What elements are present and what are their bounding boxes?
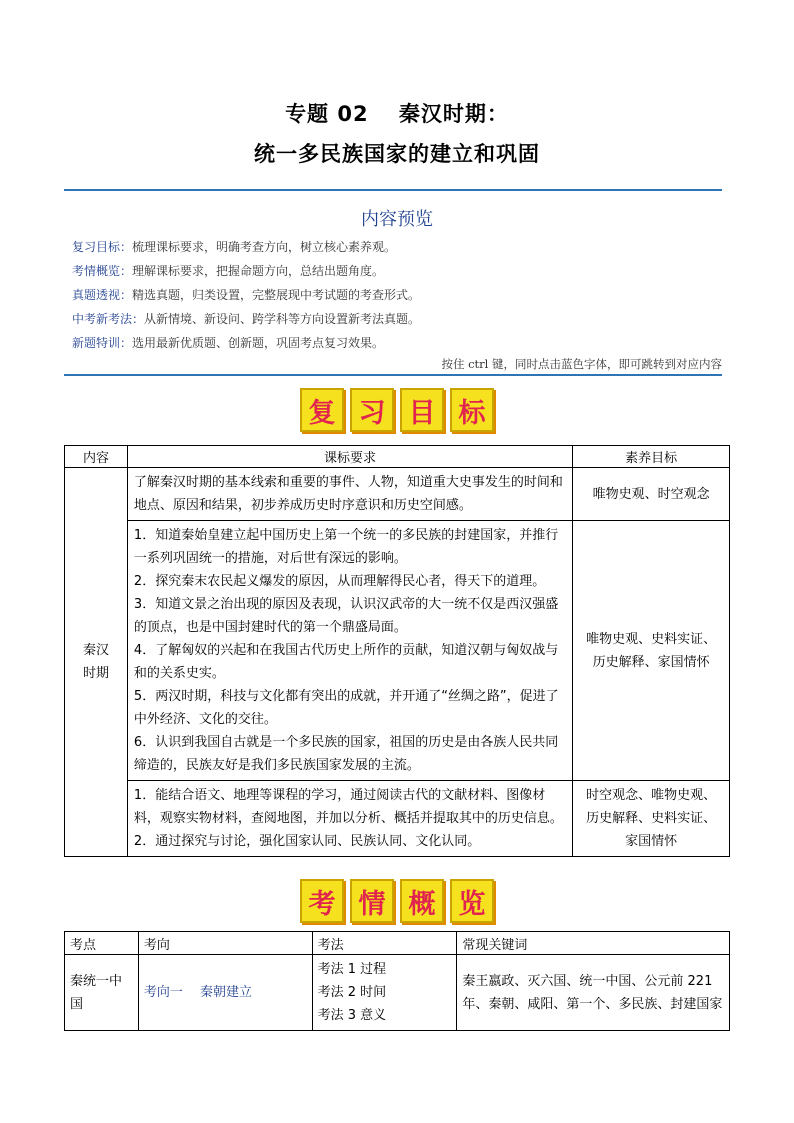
banner-tile: 复 [300,388,344,432]
exam-overview-banner [0,879,794,923]
banner-tile: 览 [450,879,494,923]
preview-item-exam-overview [72,262,384,279]
table-row [65,955,730,1031]
preview-text: 理解课标要求，把握命题方向，总结出题角度。 [132,264,385,278]
preview-item-review-goals [72,238,396,255]
preview-link-exam-overview[interactable]: 考情概览： [72,264,133,278]
preview-text: 选用最新优质题、创新题，巩固考点复习效果。 [132,336,385,350]
preview-bottom-divider [64,374,722,376]
table-header-row [65,446,730,468]
literacy-text: 唯物史观、时空观念 [592,486,710,502]
method-cell [312,955,457,1031]
literacy-text: 时空观念、唯物史观、 [586,788,717,803]
literacy-cell [573,781,730,857]
requirements-cell [127,521,572,781]
table-header-row [65,932,730,955]
requirement-text: 1．知道秦始皇建立起中国历史上第一个统一的多民族的封建国家，并推行一系列巩固统一的措施，对后世有深远的影响。 [133,528,559,566]
content-cell-line: 秦汉 [82,643,109,658]
literacy-text: 历史解释、家国情怀 [592,654,710,670]
review-goals-table [64,445,730,857]
keywords-cell: 秦王嬴政、灭六国、统一中国、公元前 221 年、秦朝、咸阳、第一个、多民族、封建国家 [457,955,730,1031]
method-text: 考法 3 意义 [317,1008,387,1023]
preview-item-real-questions [72,286,420,303]
requirement-text: 1．能结合语文、地理等课程的学习，通过阅读古代的文献材料、图像材料，观察实物材料，查阅地图，并加以分析、概括并提取其中的历史信息。 [133,788,563,826]
table-row [65,781,730,857]
preview-link-real-questions[interactable]: 真题透视： [72,288,133,302]
preview-link-new-training[interactable]: 新题特训： [72,336,133,350]
preview-text: 精选真题，归类设置，完整展现中考试题的考查形式。 [132,288,421,302]
header-requirements: 课标要求 [127,446,572,468]
banner-tile: 概 [400,879,444,923]
preview-link-review-goals[interactable]: 复习目标： [72,240,133,254]
method-text: 考法 2 时间 [317,985,387,1000]
ctrl-click-hint: 按住 ctrl 键，同时点击蓝色字体，即可跳转到对应内容 [441,357,722,371]
requirement-text: 了解秦汉时期的基本线索和重要的事件、人物，知道重大史事发生的时间和地点、原因和结果，初步养成历史时序意识和历史空间感。 [133,475,563,513]
literacy-cell [573,468,730,521]
header-keywords: 常现关键词 [457,932,730,955]
preview-item-new-training [72,334,384,351]
requirement-text: 5．两汉时期，科技与文化都有突出的成就，并开通了“丝绸之路”，促进了中外经济、文化的交往。 [133,689,559,727]
header-literacy: 素养目标 [573,446,730,468]
table-row [65,468,730,521]
exam-overview-table [64,931,730,1031]
requirement-text: 3．知道文景之治出现的原因及表现，认识汉武帝的大一统不仅是西汉强盛的顶点，也是中国封建时代的第一个鼎盛局面。 [133,597,559,635]
table-row [65,521,730,781]
banner-tile: 情 [350,879,394,923]
preview-heading: 内容预览 [361,209,433,230]
requirement-text: 2．通过探究与讨论，强化国家认同、民族认同、文化认同。 [133,834,481,849]
banner-tile: 考 [300,879,344,923]
top-divider [64,189,722,191]
literacy-text: 历史解释、史料实证、 [586,811,717,826]
content-cell-line: 时期 [82,666,109,681]
banner-tile: 标 [450,388,494,432]
method-text: 考法 1 过程 [317,962,387,977]
requirements-cell [127,468,572,521]
banner-tile: 习 [350,388,394,432]
requirement-text: 4．了解匈奴的兴起和在我国古代历史上所作的贡献，知道汉朝与匈奴战与和的关系史实。 [133,643,559,681]
direction-link[interactable]: 考向一 秦朝建立 [138,955,312,1031]
header-direction: 考向 [138,932,312,955]
preview-item-new-methods [72,310,420,327]
point-cell: 秦统一中国 [65,955,139,1031]
header-content: 内容 [65,446,128,468]
header-point: 考点 [65,932,139,955]
preview-text: 梳理课标要求，明确考查方向，树立核心素养观。 [132,240,397,254]
content-cell [65,468,128,857]
title-line-1: 专题 02 秦汉时期： [285,102,509,126]
requirement-text: 6．认识到我国自古就是一个多民族的国家，祖国的历史是由各族人民共同缔造的，民族友好是我们多民族国家发展的主流。 [133,735,559,773]
header-method: 考法 [312,932,457,955]
literacy-cell [573,521,730,781]
banner-tile: 目 [400,388,444,432]
literacy-text: 家国情怀 [625,834,678,849]
preview-text: 从新情境、新设问、跨学科等方向设置新考法真题。 [144,312,421,326]
requirements-cell [127,781,572,857]
requirement-text: 2．探究秦末农民起义爆发的原因，从而理解得民心者，得天下的道理。 [133,574,546,589]
literacy-text: 唯物史观、史料实证、 [586,631,717,647]
review-goals-banner [0,388,794,432]
title-line-2: 统一多民族国家的建立和巩固 [254,142,540,166]
preview-link-new-methods[interactable]: 中考新考法： [72,312,145,326]
